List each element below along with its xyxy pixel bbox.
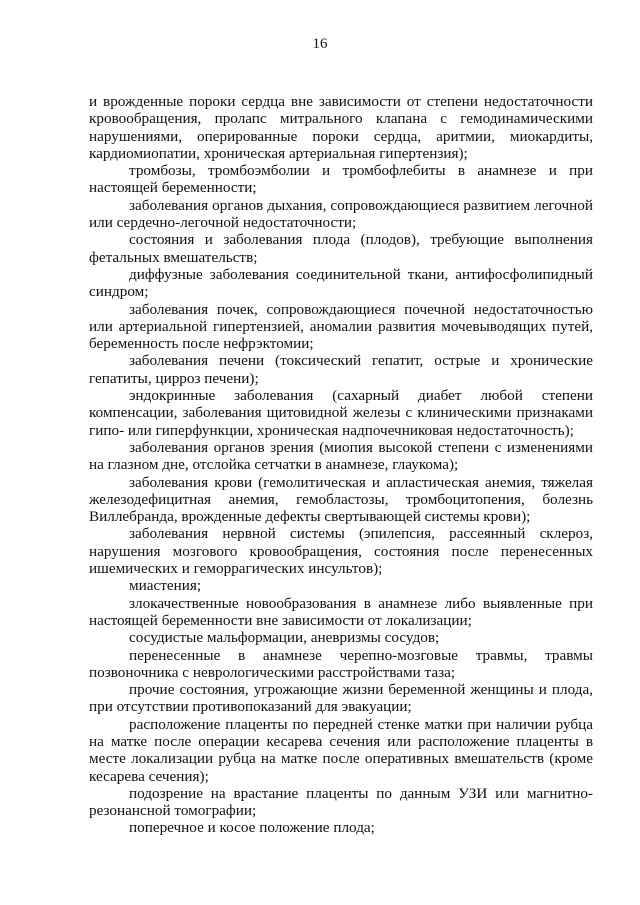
paragraph: заболевания нервной системы (эпилепсия, рассеянный склероз, нарушения мозгового кровообращения, состояния после перенесенных ишемических и геморрагических инсультов); bbox=[89, 525, 593, 578]
paragraph: состояния и заболевания плода (плодов), требующие выполнения фетальных вмешательств; bbox=[89, 231, 593, 266]
paragraph: перенесенные в анамнезе черепно-мозговые травмы, травмы позвоночника с неврологическими расстройствами таза; bbox=[89, 646, 593, 681]
paragraph: заболевания почек, сопровождающиеся почечной недостаточностью или артериальной гипертензией, аномалии развития мочевыводящих путей, беременность после нефрэктомии; bbox=[89, 300, 593, 353]
paragraph: эндокринные заболевания (сахарный диабет любой степени компенсации, заболевания щитовидной железы с клиническими признаками гипо- или гиперфункции, хроническая надпочечниковая недостаточность); bbox=[89, 387, 593, 439]
page-number: 16 bbox=[312, 36, 328, 52]
paragraph: подозрение на врастание плаценты по данным УЗИ или магнитно-резонансной томографии; bbox=[89, 784, 593, 820]
paragraph: заболевания органов зрения (миопия высокой степени с изменениями на глазном дне, отслойка сетчатки в анамнезе, глаукома); bbox=[89, 438, 593, 474]
document-body bbox=[89, 93, 593, 837]
paragraph: заболевания крови (гемолитическая и апластическая анемия, тяжелая железодефицитная анемия, гемобластозы, тромбоцитопения, болезнь Виллебранда, врожденные дефекты свертывающей системы крови); bbox=[89, 473, 593, 526]
paragraph: поперечное и косое положение плода; bbox=[129, 819, 375, 837]
paragraph: злокачественные новообразования в анамнезе либо выявленные при настоящей беременности вне зависимости от локализации; bbox=[89, 594, 593, 629]
paragraph: и врожденные пороки сердца вне зависимости от степени недостаточности кровообращения, пролапс митрального клапана с гемодинамическими нарушениями, оперированные пороки сердца, аритмии, миокардиты, кардиомиопатии, хроническая артериальная гипертензия); bbox=[89, 93, 593, 162]
paragraph: миастения; bbox=[129, 577, 202, 595]
paragraph: заболевания печени (токсический гепатит, острые и хронические гепатиты, цирроз печени); bbox=[89, 352, 593, 387]
paragraph: диффузные заболевания соединительной ткани, антифосфолипидный синдром; bbox=[89, 265, 593, 301]
paragraph: заболевания органов дыхания, сопровождающиеся развитием легочной или сердечно-легочной недостаточности; bbox=[89, 196, 593, 232]
paragraph: расположение плаценты по передней стенке матки при наличии рубца на матке после операции кесарева сечения или расположение плаценты в месте локализации рубца на матке после оперативных вмешательств (кроме кесарева сечения); bbox=[89, 715, 593, 785]
paragraph: сосудистые мальформации, аневризмы сосудов; bbox=[129, 629, 440, 647]
paragraph: тромбозы, тромбоэмболии и тромбофлебиты в анамнезе и при настоящей беременности; bbox=[89, 162, 593, 197]
paragraph: прочие состояния, угрожающие жизни беременной женщины и плода, при отсутствии противопоказаний для эвакуации; bbox=[89, 681, 593, 716]
